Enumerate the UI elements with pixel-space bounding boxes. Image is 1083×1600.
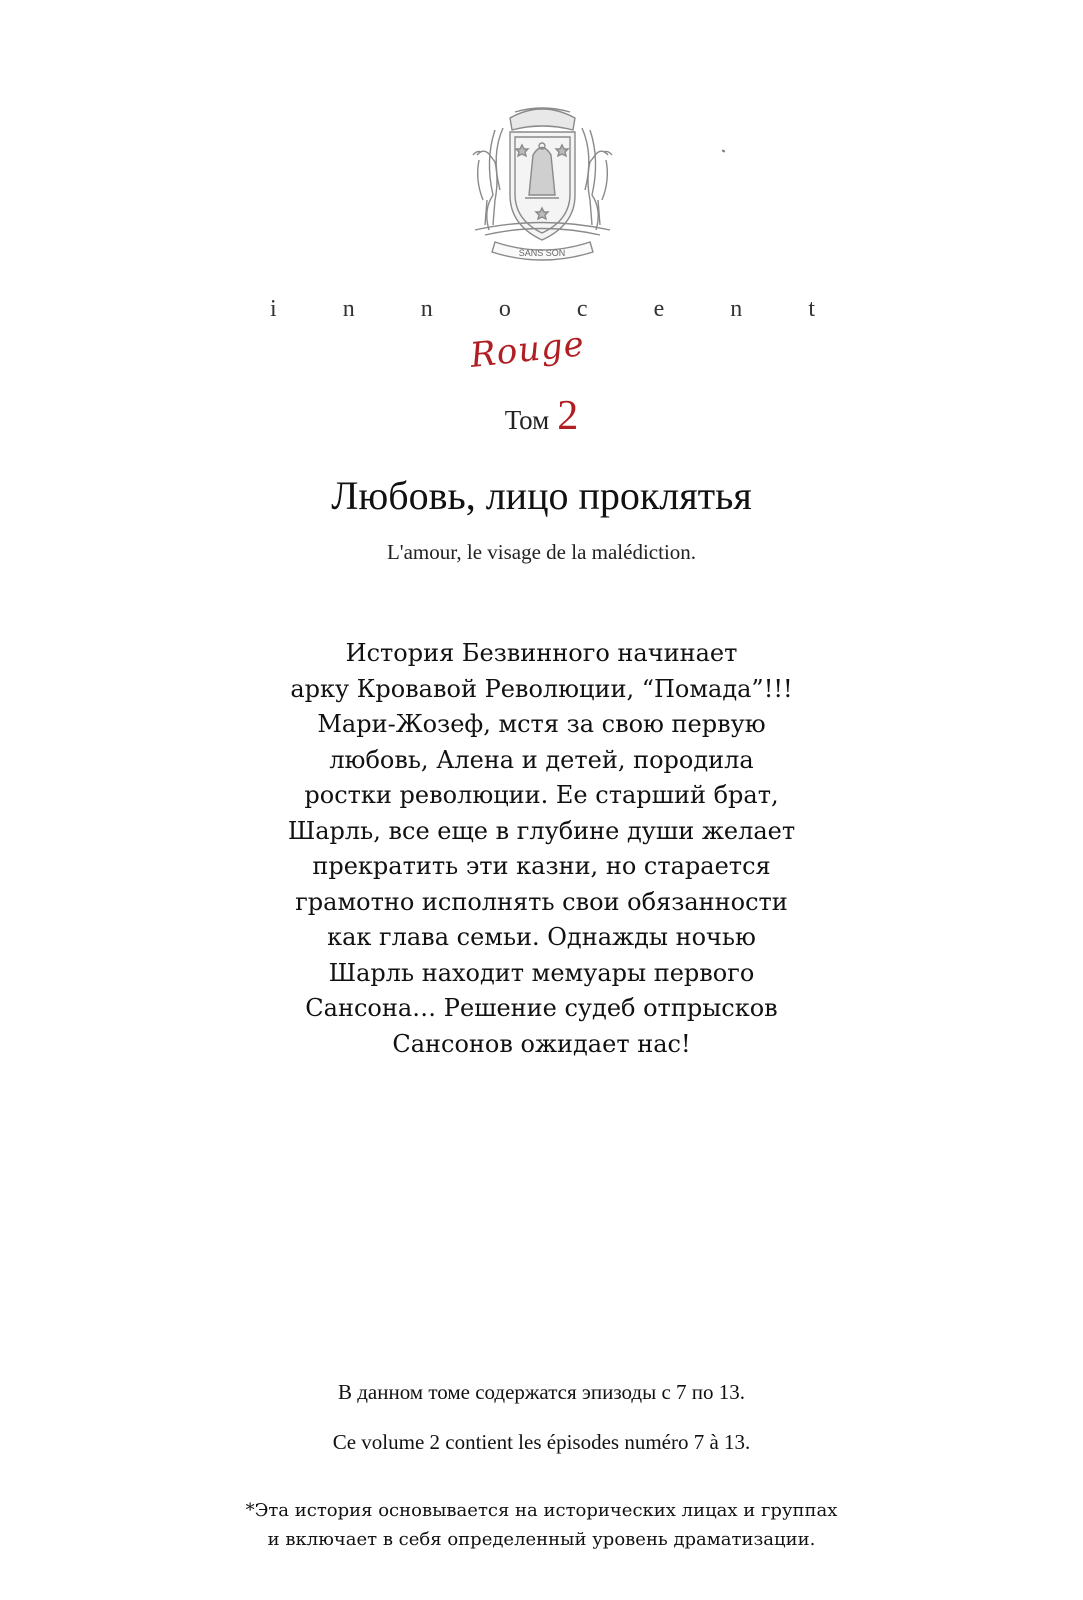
volume-number: 2 xyxy=(557,393,579,439)
series-letter: i xyxy=(270,296,277,322)
synopsis-line: прекратить эти казни, но старается xyxy=(312,852,771,880)
volume-subtitle-french: L'amour, le visage de la malédiction. xyxy=(386,540,697,564)
crest-motto: SANS SON xyxy=(518,248,566,258)
synopsis-line: Шарль, все еще в глубине души желает xyxy=(287,816,796,845)
series-letter: n xyxy=(420,296,433,322)
series-letter: e xyxy=(653,296,665,322)
volume-word: Том xyxy=(504,405,550,435)
synopsis-line: грамотно исполнять свои обязанности xyxy=(295,887,788,916)
episodes-note-russian: В данном томе содержатся эпизоды с 7 по 13. xyxy=(337,1380,746,1404)
synopsis-line: Сансонов ожидает нас! xyxy=(392,1029,691,1058)
disclaimer-line: и включает в себя определенный уровень драматизации. xyxy=(267,1529,816,1550)
synopsis-line: Шарль находит мемуары первого xyxy=(328,958,755,987)
synopsis-line: Мари-Жозеф, мстя за свою первую xyxy=(317,710,766,738)
coat-of-arms-emblem xyxy=(465,100,620,270)
disclaimer-note xyxy=(150,1496,933,1554)
series-letter: n xyxy=(730,296,743,322)
synopsis-line: как глава семьи. Однажды ночью xyxy=(327,923,756,951)
synopsis-text xyxy=(180,636,903,1062)
series-title xyxy=(270,296,815,323)
series-letter: n xyxy=(342,296,355,322)
series-script-logo: Rouge xyxy=(468,324,587,376)
synopsis-line: арку Кровавой Революции, “Помада”!!! xyxy=(290,674,793,703)
series-letter: c xyxy=(576,296,588,322)
paper-speck xyxy=(722,149,726,152)
synopsis-line: ростки революции. Ее старший брат, xyxy=(304,781,779,809)
volume-title: Любовь, лицо проклятья xyxy=(331,473,752,518)
disclaimer-line: *Эта история основывается на исторических лицах и группах xyxy=(245,1500,838,1521)
synopsis-line: любовь, Алена и детей, породила xyxy=(329,745,754,774)
synopsis-line: История Безвинного начинает xyxy=(345,639,738,667)
volume-label xyxy=(0,392,1083,440)
synopsis-line: Сансона… Решение судеб отпрысков xyxy=(305,994,778,1022)
series-letter: o xyxy=(498,296,511,322)
episodes-note-french: Ce volume 2 contient les épisodes numéro 7 à 13. xyxy=(332,1430,751,1454)
series-letter: t xyxy=(808,296,815,322)
